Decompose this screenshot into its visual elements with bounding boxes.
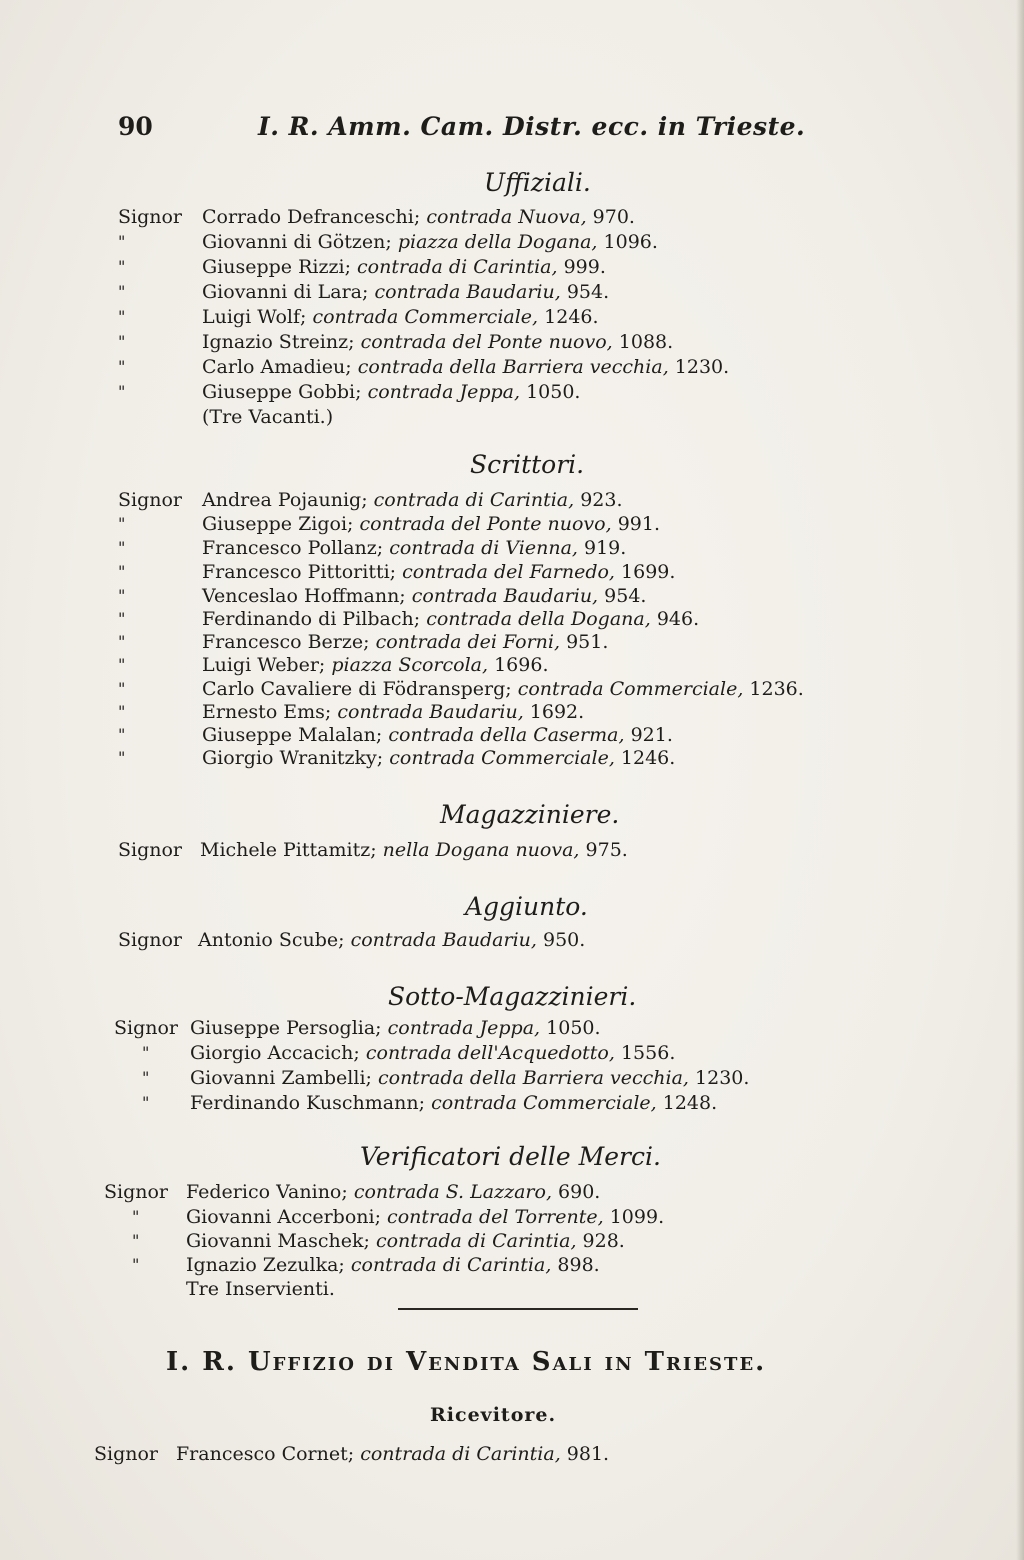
section-title-scrittori: Scrittori.	[470, 450, 585, 479]
section-title-uffiziali: Uffiziali.	[484, 168, 591, 197]
running-title: I. R. Amm. Cam. Distr. ecc. in Trieste.	[258, 112, 806, 141]
section-divider	[398, 1308, 638, 1310]
section-title-magazziniere: Magazziniere.	[440, 800, 620, 829]
office-title: I. R. Uffizio di Vendita Sali in Trieste.	[166, 1347, 767, 1377]
section-title-sotto-magazzinieri: Sotto-Magazzinieri.	[388, 982, 637, 1011]
subsection-title-ricevitore: Ricevitore.	[430, 1404, 557, 1426]
section-title-aggiunto: Aggiunto.	[465, 892, 588, 921]
page-number: 90	[118, 112, 153, 141]
page-edge-shadow	[1016, 0, 1024, 1560]
book-page: 90 I. R. Amm. Cam. Distr. ecc. in Trieste. Uffiziali. Signor Corrado Defranceschi; contrada Nuova, 970. " Giovanni di Götzen; piazza della Dogana, 1096. " Giuseppe Rizzi; contrada di Carintia, 999. " Giovanni di Lara; contrada Baudariu, 954. " Luigi Wolf; contrada Commerciale, 1246. " Ignazio Streinz; contrada del Ponte nuovo, 1088. " Carlo Amadieu; contrada della Barriera vecchia, 1230. " Giuseppe Gobbi; contrada Jeppa, 1050. (Tre Vacanti.) Scrittori. Signor Andrea Pojaunig; contrada di Carintia, 923. " Giuseppe Zigoi; contrada del Ponte nuovo, 991. " Francesco Pollanz; contrada di Vienna, 919. " Francesco Pittoritti; contrada del Farnedo, 1699. " Venceslao Hoffmann; contrada Baudariu, 954. " Ferdinando di Pilbach; contrada della Dogana, 946. " Francesco Berze; contrada dei Forni, 951. " Luigi Weber; piazza Scorcola, 1696. " Carlo Cavaliere di Födransperg; contrada Commerciale, 1236. " Ernesto Ems; contrada Baudariu, 1692. " Giuseppe Malalan; contrada della Caserma, 921. " Giorgio Wranitzky; contrada Commerciale, 1246. Magazziniere. Signor Michele Pittamitz; nella Dogana nuova, 975. Aggiunto. Signor Antonio Scube; contrada Baudariu, 950. Sotto-Magazzinieri. Signor Giuseppe Persoglia; contrada Jeppa, 1050. " Giorgio Accacich; contrada dell'Acquedotto, 1556. " Giovanni Zambelli; contrada della Barriera vecchia, 1230. " Ferdinando Kuschmann; contrada Commerciale, 1248. Verificatori delle Merci. Signor Federico Vanino; contrada S. Lazzaro, 690. " Giovanni Accerboni; contrada del Torrente, 1099. " Giovanni Maschek; contrada di Carintia, 928. " Ignazio Zezulka; contrada di Carintia, 898. Tre Inservienti. I. R. Uffizio di Vendita Sali in Trieste. Ricevitore. Signor Francesco Cornet; contrada di Carintia, 981.	[0, 0, 1024, 1560]
section-title-verificatori: Verificatori delle Merci.	[360, 1142, 661, 1171]
